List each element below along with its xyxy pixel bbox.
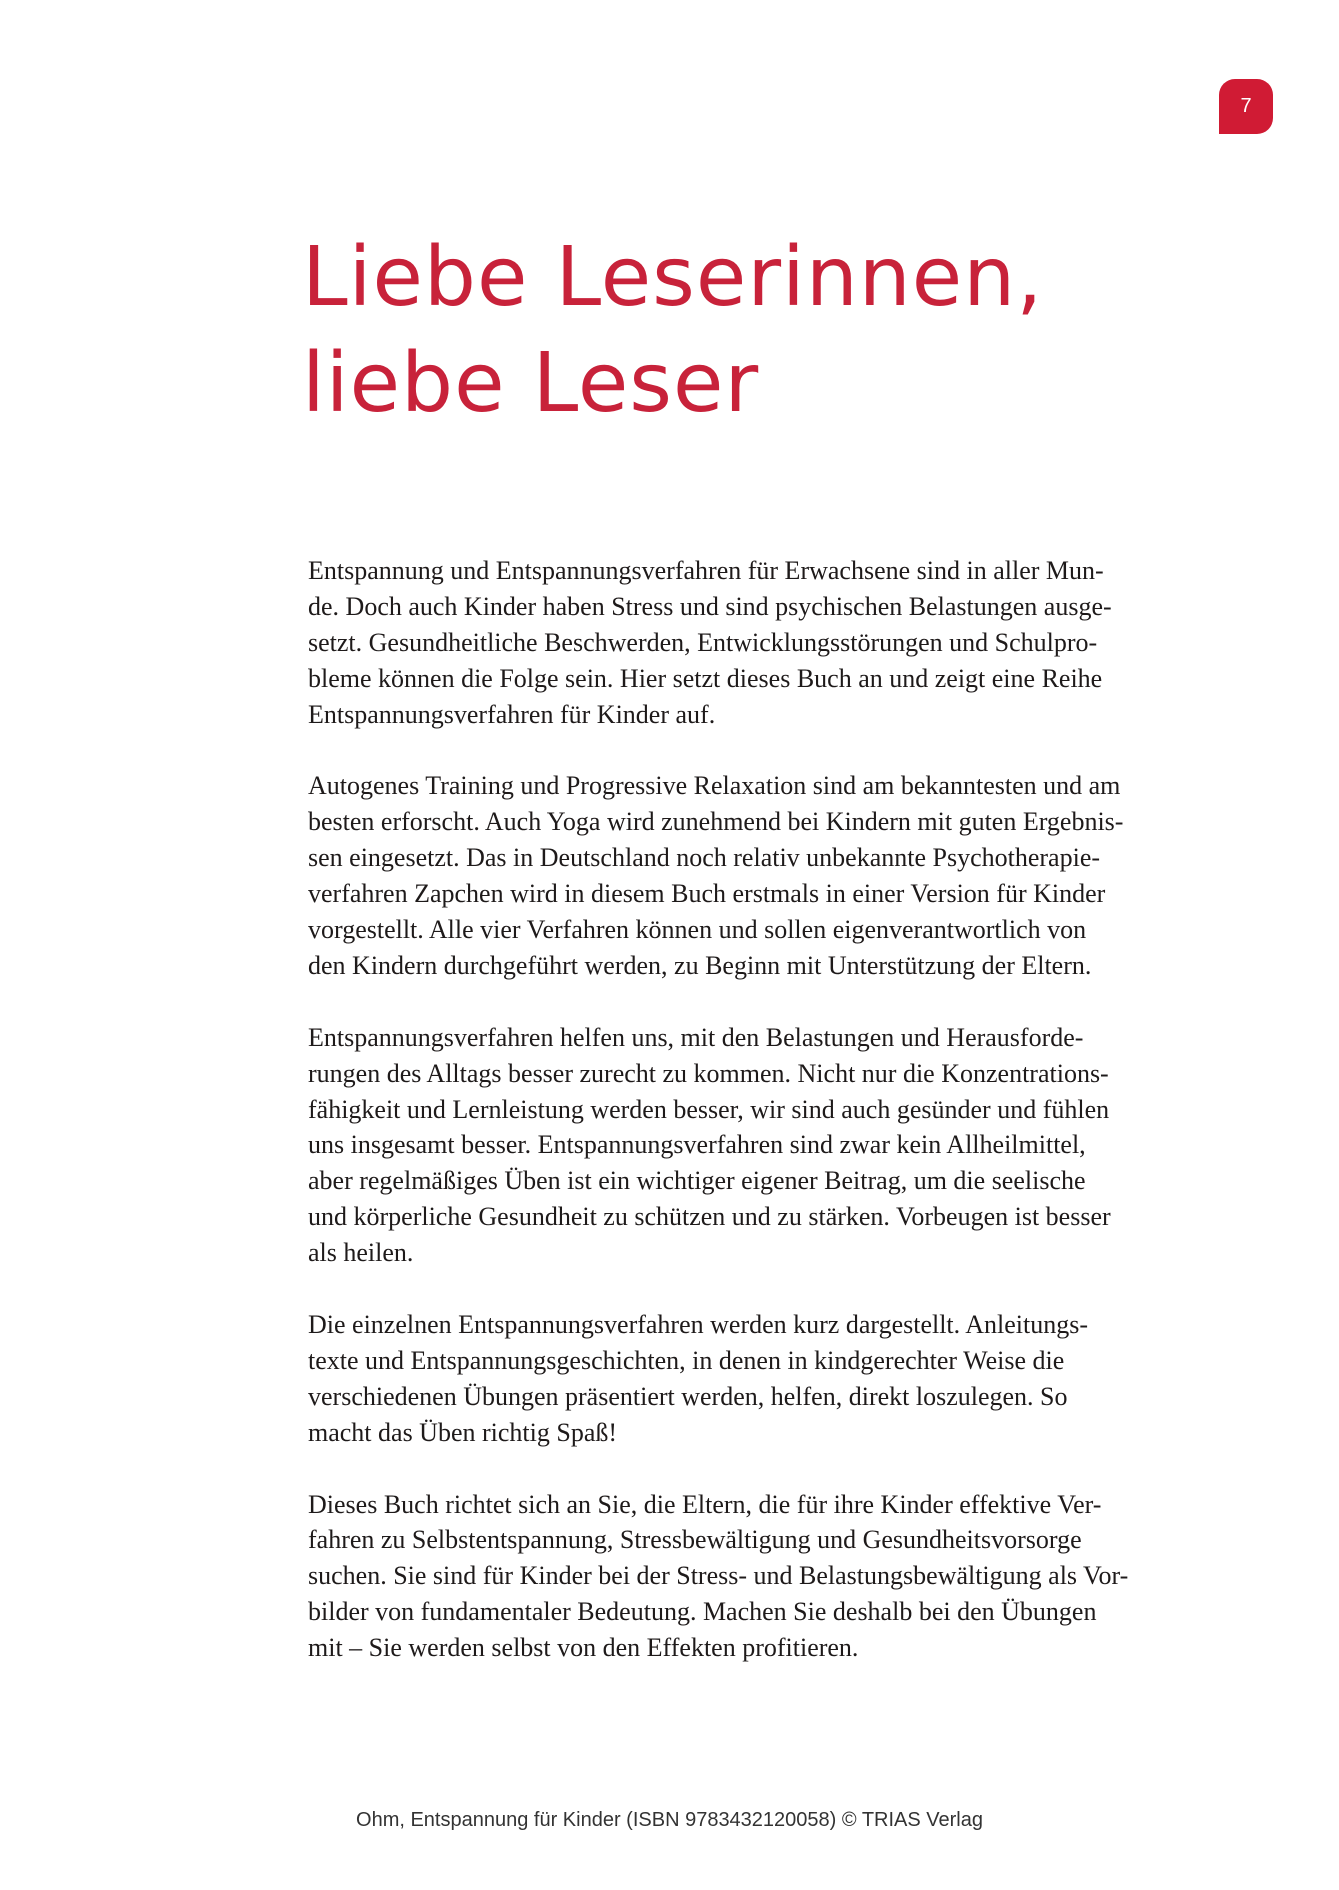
paragraph-line: macht das Üben richtig Spaß! bbox=[308, 1417, 618, 1447]
paragraph-line: aber regelmäßiges Üben ist ein wichtiger eigener Beitrag, um die seelische bbox=[308, 1166, 1086, 1196]
paragraph-line: Autogenes Training und Progressive Relaxation sind am bekanntesten und am bbox=[308, 771, 1121, 801]
footer-copyright: Ohm, Entspannung für Kinder (ISBN 9783432120058) © TRIAS Verlag bbox=[356, 1809, 983, 1831]
paragraph-line: verfahren Zapchen wird in diesem Buch erstmals in einer Version für Kinder bbox=[308, 879, 1106, 909]
paragraph-line: uns insgesamt besser. Entspannungsverfahren sind zwar kein Allheilmittel, bbox=[308, 1130, 1086, 1160]
paragraph-line: texte und Entspannungsgeschichten, in denen in kindgerechter Weise die bbox=[308, 1345, 1065, 1375]
page-title-line-2: liebe Leser bbox=[302, 336, 760, 431]
page-number-tab: 7 bbox=[1219, 79, 1273, 134]
paragraph bbox=[308, 553, 1208, 733]
paragraph-line: Die einzelnen Entspannungsverfahren werden kurz dargestellt. Anleitungs- bbox=[308, 1309, 1088, 1339]
paragraph-line: den Kindern durchgeführt werden, zu Beginn mit Unterstützung der Eltern. bbox=[308, 950, 1092, 980]
paragraph-line: sen eingesetzt. Das in Deutschland noch relativ unbekannte Psychotherapie- bbox=[308, 843, 1101, 873]
paragraph-line: Entspannungsverfahren für Kinder auf. bbox=[308, 699, 716, 729]
paragraph-line: fähigkeit und Lernleistung werden besser, wir sind auch gesünder und fühlen bbox=[308, 1094, 1110, 1124]
body-text bbox=[308, 553, 1208, 1702]
paragraph bbox=[308, 1307, 1208, 1451]
paragraph bbox=[308, 1487, 1208, 1667]
paragraph-line: vorgestellt. Alle vier Verfahren können und sollen eigenverantwortlich von bbox=[308, 915, 1087, 945]
paragraph-line: bilder von fundamentaler Bedeutung. Machen Sie deshalb bei den Übungen bbox=[308, 1597, 1097, 1627]
paragraph bbox=[308, 1020, 1208, 1271]
paragraph-line: de. Doch auch Kinder haben Stress und sind psychischen Belastungen ausge- bbox=[308, 591, 1112, 621]
paragraph-line: setzt. Gesundheitliche Beschwerden, Entwicklungsstörungen und Schulpro- bbox=[308, 627, 1098, 657]
paragraph-line: als heilen. bbox=[308, 1238, 414, 1268]
paragraph-line: Entspannungsverfahren helfen uns, mit den Belastungen und Herausforde- bbox=[308, 1022, 1084, 1052]
paragraph-line: mit – Sie werden selbst von den Effekten profitieren. bbox=[308, 1633, 859, 1663]
page-title bbox=[302, 225, 1202, 437]
paragraph-line: Entspannung und Entspannungsverfahren für Erwachsene sind in aller Mun- bbox=[308, 556, 1104, 585]
page-title-line-1: Liebe Leserinnen, bbox=[302, 230, 1044, 325]
paragraph-line: bleme können die Folge sein. Hier setzt dieses Buch an und zeigt eine Reihe bbox=[308, 663, 1103, 693]
paragraph-line: Dieses Buch richtet sich an Sie, die Eltern, die für ihre Kinder effektive Ver- bbox=[308, 1489, 1102, 1519]
paragraph-line: besten erforscht. Auch Yoga wird zunehmend bei Kindern mit guten Ergebnis- bbox=[308, 807, 1124, 837]
paragraph bbox=[308, 768, 1208, 983]
paragraph-line: und körperliche Gesundheit zu schützen und zu stärken. Vorbeugen ist besser bbox=[308, 1202, 1111, 1232]
paragraph-line: rungen des Alltags besser zurecht zu kommen. Nicht nur die Konzentrations- bbox=[308, 1058, 1109, 1088]
paragraph-line: fahren zu Selbstentspannung, Stressbewältigung und Gesundheitsvorsorge bbox=[308, 1525, 1082, 1555]
paragraph-line: suchen. Sie sind für Kinder bei der Stress- und Belastungsbewältigung als Vor- bbox=[308, 1561, 1129, 1591]
paragraph-line: verschiedenen Übungen präsentiert werden, helfen, direkt loszulegen. So bbox=[308, 1381, 1068, 1411]
